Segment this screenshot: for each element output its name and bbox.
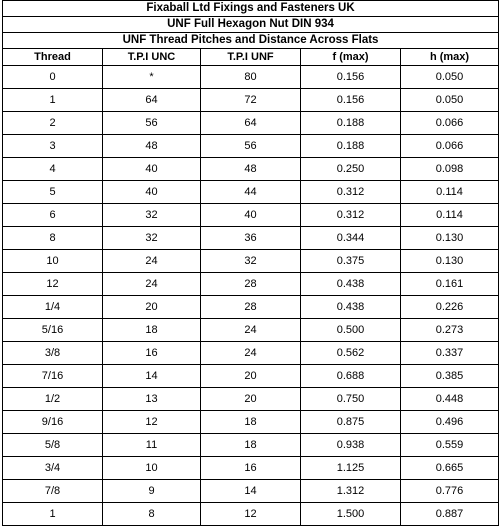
title-row-product [3,17,499,33]
header-thread[interactable]: Thread [3,49,103,66]
header-tpi-unc[interactable]: T.P.I UNC [103,49,201,66]
cell-tpi-unf[interactable]: 48 [201,158,301,181]
table-row [3,181,499,204]
cell-tpi-unf[interactable]: 80 [201,66,301,89]
table-row [3,112,499,135]
cell-h-max[interactable]: 0.114 [401,181,499,204]
cell-tpi-unc[interactable]: 12 [103,411,201,434]
cell-tpi-unf[interactable]: 28 [201,296,301,319]
table-row [3,319,499,342]
table-row [3,89,499,112]
cell-thread[interactable]: 1/4 [3,296,103,319]
cell-f-max[interactable]: 0.438 [301,273,401,296]
table-row [3,388,499,411]
cell-tpi-unf[interactable]: 56 [201,135,301,158]
cell-h-max[interactable]: 0.130 [401,250,499,273]
cell-tpi-unf[interactable]: 72 [201,89,301,112]
title-row-company [3,1,499,17]
table-row [3,66,499,89]
cell-h-max[interactable]: 0.066 [401,112,499,135]
cell-f-max[interactable]: 0.375 [301,250,401,273]
cell-thread[interactable]: 12 [3,273,103,296]
cell-h-max[interactable]: 0.066 [401,135,499,158]
table-body [3,1,499,526]
cell-tpi-unc[interactable]: * [103,66,201,89]
cell-f-max[interactable]: 0.750 [301,388,401,411]
cell-tpi-unc[interactable]: 14 [103,365,201,388]
cell-h-max[interactable]: 0.385 [401,365,499,388]
table-row [3,365,499,388]
cell-tpi-unc[interactable]: 40 [103,158,201,181]
header-h-max[interactable]: h (max) [401,49,499,66]
cell-f-max[interactable]: 0.562 [301,342,401,365]
cell-h-max[interactable]: 0.496 [401,411,499,434]
cell-thread[interactable]: 2 [3,112,103,135]
cell-tpi-unc[interactable]: 64 [103,89,201,112]
cell-tpi-unc[interactable]: 11 [103,434,201,457]
cell-h-max[interactable]: 0.559 [401,434,499,457]
cell-f-max[interactable]: 0.156 [301,66,401,89]
cell-tpi-unc[interactable]: 9 [103,480,201,503]
cell-tpi-unc[interactable]: 16 [103,342,201,365]
cell-h-max[interactable]: 0.887 [401,503,499,526]
title-row-subtitle [3,33,499,49]
cell-h-max[interactable]: 0.448 [401,388,499,411]
cell-tpi-unc[interactable]: 40 [103,181,201,204]
cell-tpi-unf[interactable]: 18 [201,434,301,457]
cell-f-max[interactable]: 0.156 [301,89,401,112]
cell-tpi-unf[interactable]: 32 [201,250,301,273]
cell-tpi-unf[interactable]: 40 [201,204,301,227]
cell-thread[interactable]: 4 [3,158,103,181]
cell-thread[interactable]: 5 [3,181,103,204]
cell-thread[interactable]: 5/16 [3,319,103,342]
cell-thread[interactable]: 1/2 [3,388,103,411]
cell-tpi-unf[interactable]: 20 [201,388,301,411]
cell-h-max[interactable]: 0.130 [401,227,499,250]
cell-f-max[interactable]: 0.312 [301,204,401,227]
cell-thread[interactable]: 3 [3,135,103,158]
title-subtitle[interactable]: UNF Thread Pitches and Distance Across Flats [3,33,499,49]
cell-h-max[interactable]: 0.337 [401,342,499,365]
cell-tpi-unc[interactable]: 8 [103,503,201,526]
cell-thread[interactable]: 1 [3,503,103,526]
cell-thread[interactable]: 0 [3,66,103,89]
cell-tpi-unf[interactable]: 24 [201,319,301,342]
cell-h-max[interactable]: 0.114 [401,204,499,227]
cell-tpi-unc[interactable]: 24 [103,273,201,296]
cell-f-max[interactable]: 1.125 [301,457,401,480]
table-row [3,204,499,227]
cell-h-max[interactable]: 0.226 [401,296,499,319]
cell-tpi-unf[interactable]: 24 [201,342,301,365]
cell-h-max[interactable]: 0.050 [401,89,499,112]
cell-thread[interactable]: 6 [3,204,103,227]
header-tpi-unf[interactable]: T.P.I UNF [201,49,301,66]
table-row [3,457,499,480]
cell-tpi-unf[interactable]: 44 [201,181,301,204]
cell-tpi-unf[interactable]: 18 [201,411,301,434]
cell-tpi-unf[interactable]: 20 [201,365,301,388]
cell-thread[interactable]: 9/16 [3,411,103,434]
cell-tpi-unc[interactable]: 32 [103,204,201,227]
title-company[interactable]: Fixaball Ltd Fixings and Fasteners UK [3,1,499,17]
cell-thread[interactable]: 5/8 [3,434,103,457]
cell-f-max[interactable]: 0.688 [301,365,401,388]
cell-tpi-unf[interactable]: 64 [201,112,301,135]
table-row [3,135,499,158]
cell-h-max[interactable]: 0.665 [401,457,499,480]
cell-tpi-unc[interactable]: 56 [103,112,201,135]
cell-thread[interactable]: 7/16 [3,365,103,388]
cell-thread[interactable]: 7/8 [3,480,103,503]
cell-f-max[interactable]: 0.250 [301,158,401,181]
table-row [3,434,499,457]
cell-h-max[interactable]: 0.050 [401,66,499,89]
table-row [3,296,499,319]
table-row [3,480,499,503]
cell-tpi-unf[interactable]: 12 [201,503,301,526]
cell-f-max[interactable]: 0.344 [301,227,401,250]
cell-f-max[interactable]: 0.438 [301,296,401,319]
cell-tpi-unf[interactable]: 36 [201,227,301,250]
title-product[interactable]: UNF Full Hexagon Nut DIN 934 [3,17,499,33]
cell-tpi-unf[interactable]: 16 [201,457,301,480]
cell-f-max[interactable]: 0.188 [301,112,401,135]
cell-f-max[interactable]: 1.500 [301,503,401,526]
cell-thread[interactable]: 3/4 [3,457,103,480]
cell-thread[interactable]: 8 [3,227,103,250]
cell-tpi-unc[interactable]: 20 [103,296,201,319]
cell-f-max[interactable]: 0.500 [301,319,401,342]
cell-h-max[interactable]: 0.273 [401,319,499,342]
cell-f-max[interactable]: 1.312 [301,480,401,503]
cell-tpi-unf[interactable]: 14 [201,480,301,503]
cell-tpi-unc[interactable]: 24 [103,250,201,273]
header-f-max[interactable]: f (max) [301,49,401,66]
cell-tpi-unc[interactable]: 18 [103,319,201,342]
cell-tpi-unc[interactable]: 48 [103,135,201,158]
cell-f-max[interactable]: 0.188 [301,135,401,158]
table-row [3,227,499,250]
table-row [3,503,499,526]
cell-f-max[interactable]: 0.938 [301,434,401,457]
cell-thread[interactable]: 10 [3,250,103,273]
cell-f-max[interactable]: 0.312 [301,181,401,204]
cell-f-max[interactable]: 0.875 [301,411,401,434]
cell-tpi-unf[interactable]: 28 [201,273,301,296]
table-row [3,158,499,181]
cell-thread[interactable]: 1 [3,89,103,112]
table-row [3,411,499,434]
table-row [3,342,499,365]
cell-thread[interactable]: 3/8 [3,342,103,365]
cell-tpi-unc[interactable]: 10 [103,457,201,480]
unf-nut-table [2,0,499,526]
cell-h-max[interactable]: 0.776 [401,480,499,503]
header-row [3,49,499,66]
table-row [3,250,499,273]
cell-h-max[interactable]: 0.098 [401,158,499,181]
cell-tpi-unc[interactable]: 13 [103,388,201,411]
cell-h-max[interactable]: 0.161 [401,273,499,296]
cell-tpi-unc[interactable]: 32 [103,227,201,250]
table-row [3,273,499,296]
